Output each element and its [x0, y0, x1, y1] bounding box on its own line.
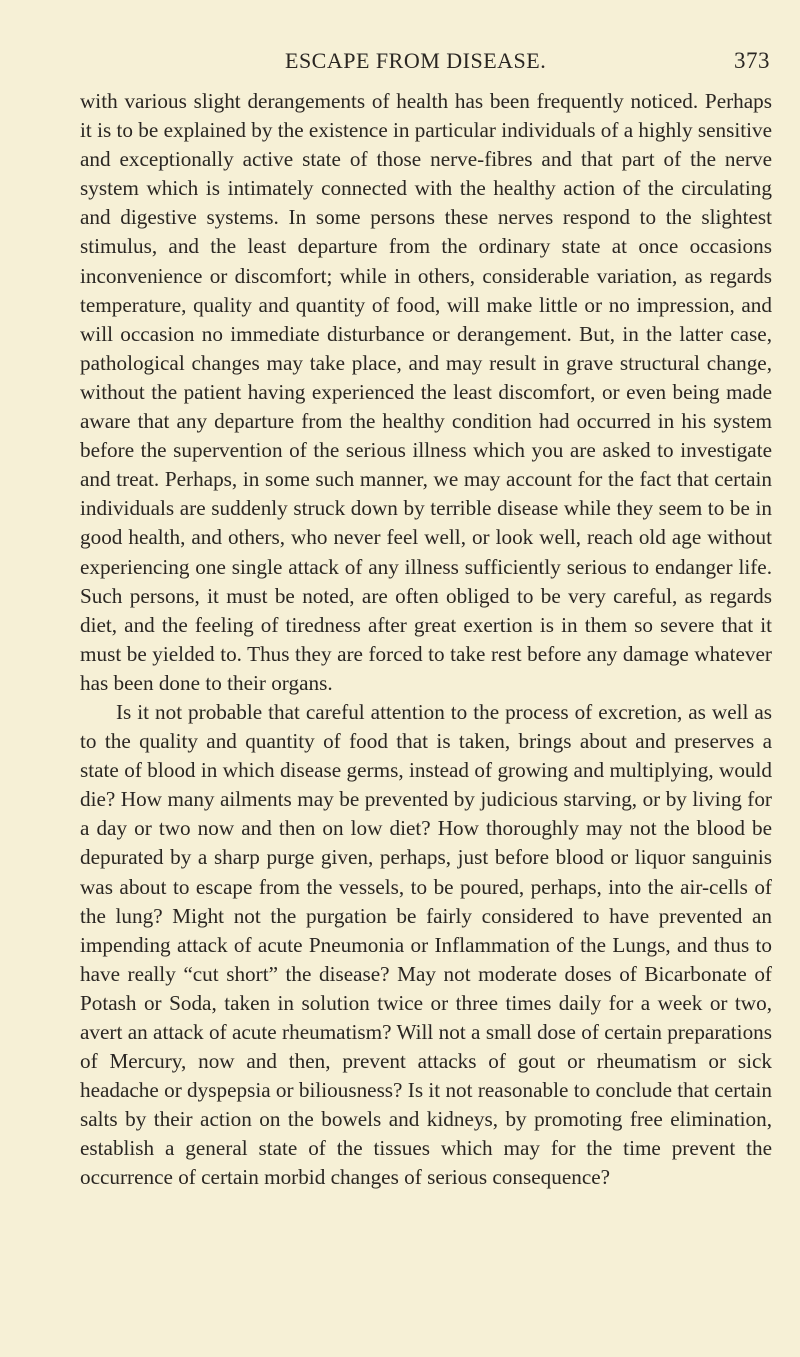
page-header	[80, 48, 770, 82]
body-text	[80, 87, 772, 1193]
paragraph: Is it not probable that careful attention to the process of excretion, as well as to the quality and quantity of food that is taken, brings about and preserves a state of blood in which disease germs, instead of growing and multiplying, would die? How many ailments may be prevented by judicious starving, or by living for a day or two now and then on low diet? How thoroughly may not the blood be depurated by a sharp purge given, perhaps, just before blood or liquor sanguinis was about to escape from the vessels, to be poured, perhaps, into the air-cells of the lung? Might not the purgation be fairly considered to have prevented an impending attack of acute Pneumonia or Inflammation of the Lungs, and thus to have really “cut short” the disease? May not moderate doses of Bicarbonate of Potash or Soda, taken in solution twice or three times daily for a week or two, avert an attack of acute rheumatism? Will not a small dose of certain preparations of Mercury, now and then, prevent attacks of gout or rheumatism or sick headache or dyspepsia or biliousness? Is it not reasonable to conclude that certain salts by their action on the bowels and kidneys, by promoting free elimination, establish a general state of the tissues which may for the time prevent the occurrence of certain morbid changes of serious consequence?	[80, 699, 772, 1190]
running-title: ESCAPE FROM DISEASE.	[285, 48, 547, 73]
page-number: 373	[734, 48, 770, 73]
paragraph: with various slight derangements of health has been frequently noticed. Perhaps it is to be explained by the existence in particular individuals of a highly sensitive and exceptionally active state of those nerve-fibres and that part of the nerve system which is intimately connected with the healthy action of the circulating and digestive systems. In some persons these nerves respond to the slightest stimulus, and the least departure from the ordinary state at once occasions inconvenience or discomfort; while in others, considerable variation, as regards temperature, quality and quantity of food, will make little or no impression, and will occasion no immediate disturbance or derangement. But, in the latter case, pathological changes may take place, and may result in grave structural change, without the patient having experienced the least discomfort, or even being made aware that any departure from the healthy condition had occurred in his system before the supervention of the serious illness which you are asked to investigate and treat. Perhaps, in some such manner, we may account for the fact that certain individuals are suddenly struck down by terrible disease while they seem to be in good health, and others, who never feel well, or look well, reach old age without experiencing one single attack of any illness sufficiently serious to endanger life. Such persons, it must be noted, are often obliged to be very careful, as regards diet, and the feeling of tiredness after great exertion is in them so severe that it must be yielded to. Thus they are forced to take rest before any damage whatever has been done to their organs.	[80, 89, 772, 695]
